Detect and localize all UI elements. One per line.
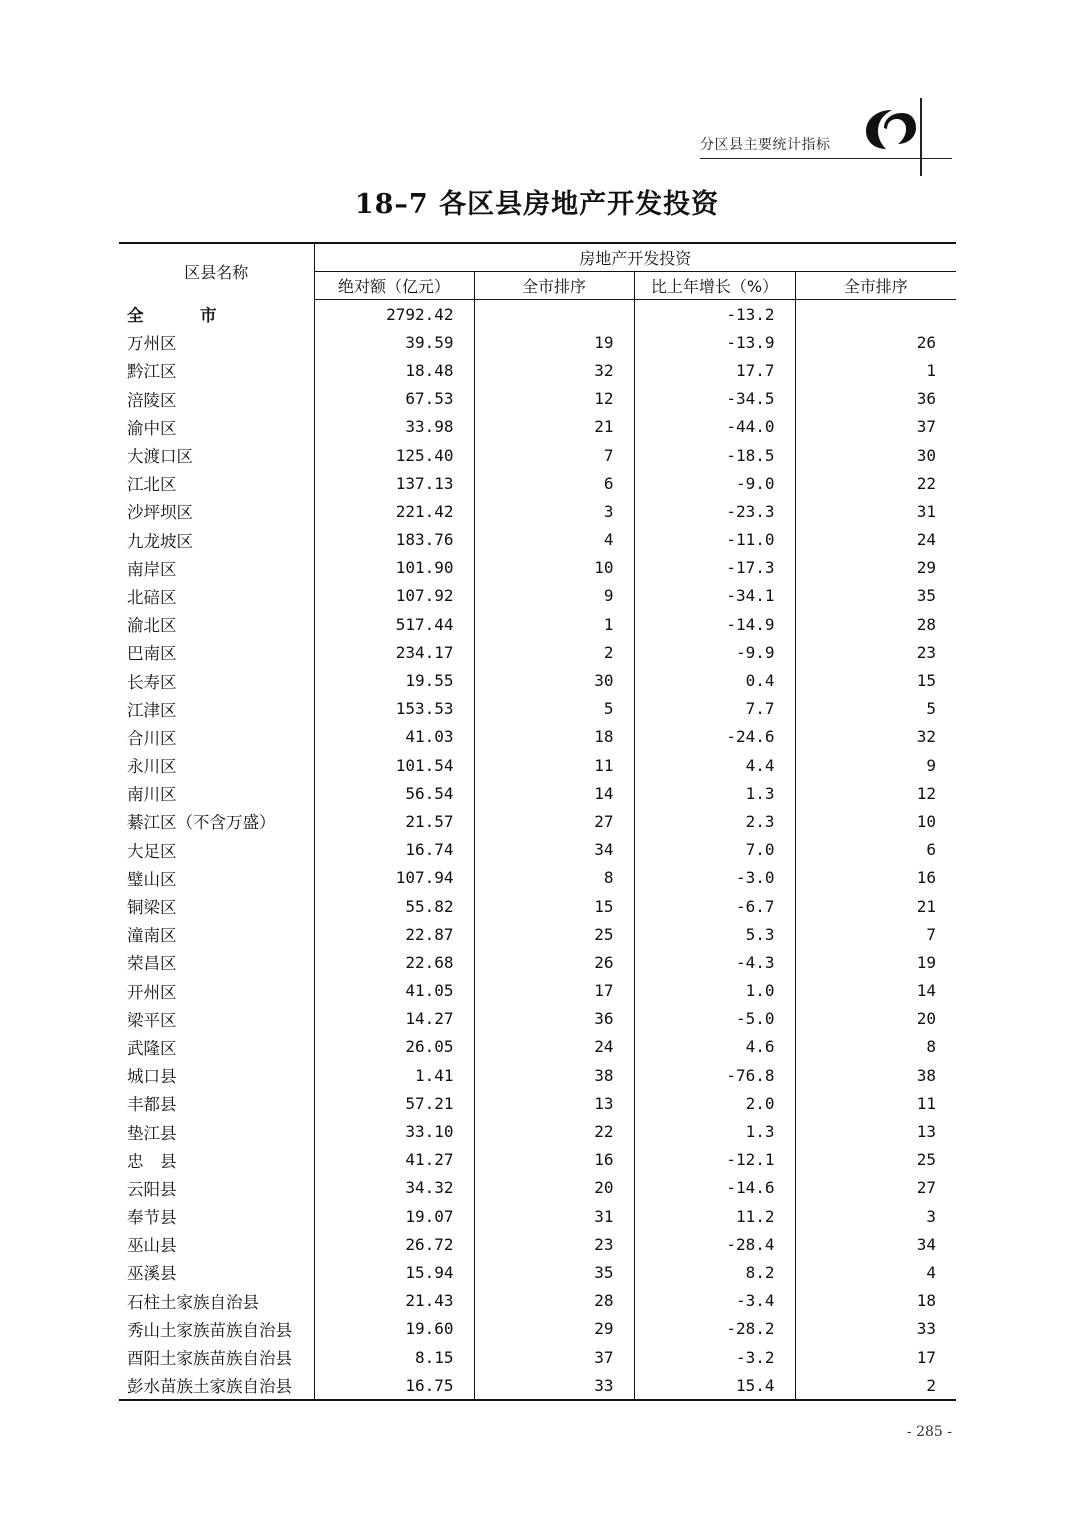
table-row bbox=[119, 1343, 956, 1371]
absolute-amount-cell: 41.03 bbox=[314, 723, 474, 751]
region-name-cell: 涪陵区 bbox=[119, 385, 314, 413]
growth-rate-cell: -23.3 bbox=[634, 497, 795, 525]
region-name-cell: 渝中区 bbox=[119, 413, 314, 441]
table-row bbox=[119, 610, 956, 638]
absolute-amount-cell: 55.82 bbox=[314, 892, 474, 920]
region-name-cell: 黔江区 bbox=[119, 356, 314, 384]
absolute-amount-cell: 221.42 bbox=[314, 497, 474, 525]
absolute-amount-cell: 22.87 bbox=[314, 920, 474, 948]
table-row bbox=[119, 1033, 956, 1061]
growth-rate-cell: -28.4 bbox=[634, 1230, 795, 1258]
absolute-amount-cell: 125.40 bbox=[314, 441, 474, 469]
rank-growth-cell: 19 bbox=[916, 952, 937, 972]
rank-absolute-cell: 4 bbox=[474, 526, 634, 554]
growth-rate-cell: -17.3 bbox=[634, 554, 795, 582]
rank-growth-cell: 25 bbox=[916, 1150, 937, 1170]
rank-growth-cell: 34 bbox=[916, 1234, 937, 1254]
rank-absolute-cell: 34 bbox=[474, 836, 634, 864]
rank-absolute-cell: 22 bbox=[474, 1117, 634, 1145]
region-name-cell: 北碚区 bbox=[119, 582, 314, 610]
growth-rate-cell: 1.0 bbox=[634, 977, 795, 1005]
rank-absolute-cell: 2 bbox=[474, 638, 634, 666]
table-row bbox=[119, 1117, 956, 1145]
absolute-amount-cell: 21.43 bbox=[314, 1287, 474, 1315]
rank-absolute-cell: 28 bbox=[474, 1287, 634, 1315]
table-row bbox=[119, 723, 956, 751]
growth-rate-cell: -5.0 bbox=[634, 1005, 795, 1033]
absolute-amount-cell: 56.54 bbox=[314, 779, 474, 807]
absolute-amount-cell: 67.53 bbox=[314, 385, 474, 413]
table-row bbox=[119, 1174, 956, 1202]
growth-rate-cell: -13.2 bbox=[634, 300, 795, 329]
absolute-amount-cell: 14.27 bbox=[314, 1005, 474, 1033]
table-row bbox=[119, 638, 956, 666]
growth-rate-cell: 7.7 bbox=[634, 695, 795, 723]
table-row bbox=[119, 1202, 956, 1230]
rank-growth-cell: 29 bbox=[916, 558, 937, 578]
absolute-amount-cell: 57.21 bbox=[314, 1089, 474, 1117]
rank-absolute-cell: 20 bbox=[474, 1174, 634, 1202]
table-row bbox=[119, 413, 956, 441]
rank-absolute-cell: 32 bbox=[474, 356, 634, 384]
region-name-cell: 南川区 bbox=[119, 779, 314, 807]
absolute-amount-cell: 33.98 bbox=[314, 413, 474, 441]
table-row bbox=[119, 977, 956, 1005]
region-name-cell: 梁平区 bbox=[119, 1005, 314, 1033]
absolute-amount-cell: 101.90 bbox=[314, 554, 474, 582]
absolute-amount-cell: 183.76 bbox=[314, 526, 474, 554]
rank-growth-cell: 5 bbox=[926, 699, 937, 719]
absolute-amount-cell: 34.32 bbox=[314, 1174, 474, 1202]
rank-growth-cell: 7 bbox=[926, 924, 937, 944]
rank-growth-cell: 30 bbox=[916, 445, 937, 465]
rank-absolute-cell: 35 bbox=[474, 1258, 634, 1286]
rank-absolute-cell: 19 bbox=[474, 328, 634, 356]
absolute-amount-cell: 26.72 bbox=[314, 1230, 474, 1258]
region-name-cell: 大渡口区 bbox=[119, 441, 314, 469]
rank-growth-cell: 38 bbox=[916, 1065, 937, 1085]
absolute-amount-cell: 8.15 bbox=[314, 1343, 474, 1371]
region-name-cell: 大足区 bbox=[119, 836, 314, 864]
rank-growth-cell: 16 bbox=[916, 868, 937, 888]
abs-column-header: 绝对额（亿元） bbox=[314, 272, 474, 300]
table-row bbox=[119, 469, 956, 497]
growth-rate-cell: -3.2 bbox=[634, 1343, 795, 1371]
rank-growth-cell: 14 bbox=[916, 981, 937, 1001]
absolute-amount-cell: 19.55 bbox=[314, 666, 474, 694]
region-name-cell: 秀山土家族苗族自治县 bbox=[119, 1315, 314, 1343]
absolute-amount-cell: 107.94 bbox=[314, 864, 474, 892]
rank-growth-cell: 20 bbox=[916, 1009, 937, 1029]
absolute-amount-cell: 16.75 bbox=[314, 1371, 474, 1400]
rank-absolute-cell: 33 bbox=[474, 1371, 634, 1400]
region-name-cell: 丰都县 bbox=[119, 1089, 314, 1117]
rank-growth-cell: 11 bbox=[916, 1093, 937, 1113]
rank-absolute-cell: 6 bbox=[474, 469, 634, 497]
rank-growth-cell: 22 bbox=[916, 473, 937, 493]
region-name-cell: 江北区 bbox=[119, 469, 314, 497]
page-title: 18–7 各区县房地产开发投资 bbox=[354, 189, 720, 220]
rank-growth-cell: 27 bbox=[916, 1178, 937, 1198]
rank-growth-cell: 37 bbox=[916, 417, 937, 437]
absolute-amount-cell: 22.68 bbox=[314, 948, 474, 976]
growth-rate-cell: 8.2 bbox=[634, 1258, 795, 1286]
table-row bbox=[119, 948, 956, 976]
region-name-cell: 巫溪县 bbox=[119, 1258, 314, 1286]
rank-absolute-cell: 8 bbox=[474, 864, 634, 892]
rank-absolute-cell: 18 bbox=[474, 723, 634, 751]
rank-absolute-cell: 1 bbox=[474, 610, 634, 638]
region-name-cell: 合川区 bbox=[119, 723, 314, 751]
rank-absolute-cell: 11 bbox=[474, 751, 634, 779]
growth-rate-cell: -4.3 bbox=[634, 948, 795, 976]
rank-absolute-cell: 14 bbox=[474, 779, 634, 807]
rank-absolute-cell: 10 bbox=[474, 554, 634, 582]
region-name-cell: 云阳县 bbox=[119, 1174, 314, 1202]
rank-growth-cell: 32 bbox=[916, 727, 937, 747]
rank-growth-cell: 6 bbox=[926, 840, 937, 860]
table-row bbox=[119, 1230, 956, 1258]
region-name-cell: 长寿区 bbox=[119, 666, 314, 694]
rank-growth-cell: 21 bbox=[916, 896, 937, 916]
growth-rate-cell: -28.2 bbox=[634, 1315, 795, 1343]
growth-rate-cell: -11.0 bbox=[634, 526, 795, 554]
table-row bbox=[119, 1089, 956, 1117]
region-name-cell: 忠 县 bbox=[119, 1146, 314, 1174]
rank-growth-cell: 4 bbox=[926, 1262, 937, 1282]
rank-growth-cell bbox=[795, 300, 956, 329]
rank-absolute-cell: 36 bbox=[474, 1005, 634, 1033]
page-number: - 285 - bbox=[906, 1424, 952, 1440]
real-estate-investment-table bbox=[119, 242, 956, 1401]
absolute-amount-cell: 517.44 bbox=[314, 610, 474, 638]
growth-rate-cell: -9.9 bbox=[634, 638, 795, 666]
rank-absolute-cell: 7 bbox=[474, 441, 634, 469]
table-row bbox=[119, 328, 956, 356]
rank-growth-cell: 18 bbox=[916, 1291, 937, 1311]
region-name-cell: 永川区 bbox=[119, 751, 314, 779]
table-row bbox=[119, 864, 956, 892]
table-row bbox=[119, 497, 956, 525]
absolute-amount-cell: 18.48 bbox=[314, 356, 474, 384]
region-name-cell: 开州区 bbox=[119, 977, 314, 1005]
growth-rate-cell: -3.4 bbox=[634, 1287, 795, 1315]
growth-rate-cell: -3.0 bbox=[634, 864, 795, 892]
rank-absolute-cell: 9 bbox=[474, 582, 634, 610]
region-name-cell: 巴南区 bbox=[119, 638, 314, 666]
rank-growth-cell: 13 bbox=[916, 1122, 937, 1142]
table-row bbox=[119, 1005, 956, 1033]
region-name-cell: 铜梁区 bbox=[119, 892, 314, 920]
region-name-cell: 綦江区（不含万盛） bbox=[119, 807, 314, 835]
table-row bbox=[119, 920, 956, 948]
rank-absolute-cell: 27 bbox=[474, 807, 634, 835]
rank-growth-cell: 35 bbox=[916, 586, 937, 606]
rank-absolute-cell: 29 bbox=[474, 1315, 634, 1343]
table-row bbox=[119, 1315, 956, 1343]
growth-rate-cell: -13.9 bbox=[634, 328, 795, 356]
table-row bbox=[119, 836, 956, 864]
rank-growth-cell: 23 bbox=[916, 642, 937, 662]
rank-growth-cell: 28 bbox=[916, 614, 937, 634]
absolute-amount-cell: 15.94 bbox=[314, 1258, 474, 1286]
rank-absolute-cell: 17 bbox=[474, 977, 634, 1005]
growth-rate-cell: -24.6 bbox=[634, 723, 795, 751]
running-header: 分区县主要统计指标 bbox=[700, 137, 831, 153]
table-row bbox=[119, 807, 956, 835]
region-name-cell: 万州区 bbox=[119, 328, 314, 356]
table-row bbox=[119, 441, 956, 469]
absolute-amount-cell: 41.27 bbox=[314, 1146, 474, 1174]
rank-absolute-cell: 26 bbox=[474, 948, 634, 976]
table-row bbox=[119, 1061, 956, 1089]
rank-absolute-cell: 15 bbox=[474, 892, 634, 920]
rank-absolute-cell: 30 bbox=[474, 666, 634, 694]
growth-rate-cell: 15.4 bbox=[634, 1371, 795, 1400]
absolute-amount-cell: 41.05 bbox=[314, 977, 474, 1005]
table-row bbox=[119, 385, 956, 413]
rank-absolute-cell: 5 bbox=[474, 695, 634, 723]
absolute-amount-cell: 19.60 bbox=[314, 1315, 474, 1343]
growth-rate-cell: -34.1 bbox=[634, 582, 795, 610]
growth-rate-cell: 2.0 bbox=[634, 1089, 795, 1117]
header-rule bbox=[700, 158, 952, 159]
growth-rate-cell: -18.5 bbox=[634, 441, 795, 469]
absolute-amount-cell: 107.92 bbox=[314, 582, 474, 610]
growth-column-header: 比上年增长（%） bbox=[634, 272, 795, 300]
region-name-cell: 全 市 bbox=[119, 300, 314, 329]
region-name-cell: 南岸区 bbox=[119, 554, 314, 582]
growth-rate-cell: 4.6 bbox=[634, 1033, 795, 1061]
table-row bbox=[119, 554, 956, 582]
table-row bbox=[119, 892, 956, 920]
table-row bbox=[119, 1146, 956, 1174]
absolute-amount-cell: 2792.42 bbox=[314, 300, 474, 329]
rank-absolute-cell bbox=[474, 300, 634, 329]
rank-growth-cell: 3 bbox=[926, 1206, 937, 1226]
region-name-cell: 渝北区 bbox=[119, 610, 314, 638]
rank-growth-column-header: 全市排序 bbox=[795, 272, 956, 300]
header-vertical-rule bbox=[920, 98, 922, 176]
growth-rate-cell: 2.3 bbox=[634, 807, 795, 835]
growth-rate-cell: -34.5 bbox=[634, 385, 795, 413]
rank-absolute-cell: 21 bbox=[474, 413, 634, 441]
region-name-cell: 巫山县 bbox=[119, 1230, 314, 1258]
rank-growth-cell: 8 bbox=[926, 1037, 937, 1057]
rank-growth-cell: 36 bbox=[916, 389, 937, 409]
absolute-amount-cell: 19.07 bbox=[314, 1202, 474, 1230]
region-name-cell: 潼南区 bbox=[119, 920, 314, 948]
rank-growth-cell: 15 bbox=[916, 671, 937, 691]
growth-rate-cell: -14.9 bbox=[634, 610, 795, 638]
rank-abs-column-header: 全市排序 bbox=[474, 272, 634, 300]
absolute-amount-cell: 234.17 bbox=[314, 638, 474, 666]
rank-absolute-cell: 24 bbox=[474, 1033, 634, 1061]
table-row bbox=[119, 779, 956, 807]
absolute-amount-cell: 153.53 bbox=[314, 695, 474, 723]
growth-rate-cell: 4.4 bbox=[634, 751, 795, 779]
growth-rate-cell: 7.0 bbox=[634, 836, 795, 864]
rank-absolute-cell: 25 bbox=[474, 920, 634, 948]
table-row bbox=[119, 1287, 956, 1315]
table-row-total bbox=[119, 300, 956, 329]
rank-growth-cell: 10 bbox=[916, 811, 937, 831]
table-row bbox=[119, 582, 956, 610]
table-row bbox=[119, 695, 956, 723]
absolute-amount-cell: 1.41 bbox=[314, 1061, 474, 1089]
rank-growth-cell: 9 bbox=[926, 755, 937, 775]
name-column-header: 区县名称 bbox=[119, 243, 314, 300]
rank-growth-cell: 17 bbox=[916, 1347, 937, 1367]
absolute-amount-cell: 101.54 bbox=[314, 751, 474, 779]
region-name-cell: 荣昌区 bbox=[119, 948, 314, 976]
region-name-cell: 奉节县 bbox=[119, 1202, 314, 1230]
region-name-cell: 城口县 bbox=[119, 1061, 314, 1089]
group-column-header: 房地产开发投资 bbox=[314, 243, 956, 272]
rank-growth-cell: 12 bbox=[916, 783, 937, 803]
table-row bbox=[119, 1258, 956, 1286]
region-name-cell: 九龙坡区 bbox=[119, 526, 314, 554]
absolute-amount-cell: 33.10 bbox=[314, 1117, 474, 1145]
growth-rate-cell: -44.0 bbox=[634, 413, 795, 441]
growth-rate-cell: 5.3 bbox=[634, 920, 795, 948]
absolute-amount-cell: 16.74 bbox=[314, 836, 474, 864]
region-name-cell: 酉阳土家族苗族自治县 bbox=[119, 1343, 314, 1371]
growth-rate-cell: -12.1 bbox=[634, 1146, 795, 1174]
growth-rate-cell: -6.7 bbox=[634, 892, 795, 920]
rank-growth-cell: 1 bbox=[926, 360, 937, 380]
statistics-emblem-icon bbox=[862, 104, 918, 154]
table-row bbox=[119, 666, 956, 694]
rank-absolute-cell: 13 bbox=[474, 1089, 634, 1117]
growth-rate-cell: -14.6 bbox=[634, 1174, 795, 1202]
table-row bbox=[119, 356, 956, 384]
rank-growth-cell: 31 bbox=[916, 501, 937, 521]
table-row bbox=[119, 751, 956, 779]
region-name-cell: 沙坪坝区 bbox=[119, 497, 314, 525]
growth-rate-cell: -9.0 bbox=[634, 469, 795, 497]
region-name-cell: 石柱土家族自治县 bbox=[119, 1287, 314, 1315]
rank-growth-cell: 24 bbox=[916, 530, 937, 550]
growth-rate-cell: 11.2 bbox=[634, 1202, 795, 1230]
table-row bbox=[119, 526, 956, 554]
growth-rate-cell: -76.8 bbox=[634, 1061, 795, 1089]
growth-rate-cell: 0.4 bbox=[634, 666, 795, 694]
rank-growth-cell: 33 bbox=[916, 1319, 937, 1339]
rank-absolute-cell: 31 bbox=[474, 1202, 634, 1230]
rank-absolute-cell: 38 bbox=[474, 1061, 634, 1089]
rank-absolute-cell: 16 bbox=[474, 1146, 634, 1174]
growth-rate-cell: 1.3 bbox=[634, 779, 795, 807]
absolute-amount-cell: 21.57 bbox=[314, 807, 474, 835]
growth-rate-cell: 17.7 bbox=[634, 356, 795, 384]
region-name-cell: 彭水苗族土家族自治县 bbox=[119, 1371, 314, 1400]
growth-rate-cell: 1.3 bbox=[634, 1117, 795, 1145]
absolute-amount-cell: 137.13 bbox=[314, 469, 474, 497]
rank-absolute-cell: 12 bbox=[474, 385, 634, 413]
rank-absolute-cell: 3 bbox=[474, 497, 634, 525]
rank-absolute-cell: 23 bbox=[474, 1230, 634, 1258]
region-name-cell: 江津区 bbox=[119, 695, 314, 723]
region-name-cell: 武隆区 bbox=[119, 1033, 314, 1061]
region-name-cell: 璧山区 bbox=[119, 864, 314, 892]
absolute-amount-cell: 39.59 bbox=[314, 328, 474, 356]
table-row bbox=[119, 1371, 956, 1400]
rank-growth-cell: 2 bbox=[795, 1371, 956, 1400]
table-body bbox=[119, 300, 956, 1401]
rank-growth-cell: 26 bbox=[916, 332, 937, 352]
region-name-cell: 垫江县 bbox=[119, 1117, 314, 1145]
rank-absolute-cell: 37 bbox=[474, 1343, 634, 1371]
absolute-amount-cell: 26.05 bbox=[314, 1033, 474, 1061]
